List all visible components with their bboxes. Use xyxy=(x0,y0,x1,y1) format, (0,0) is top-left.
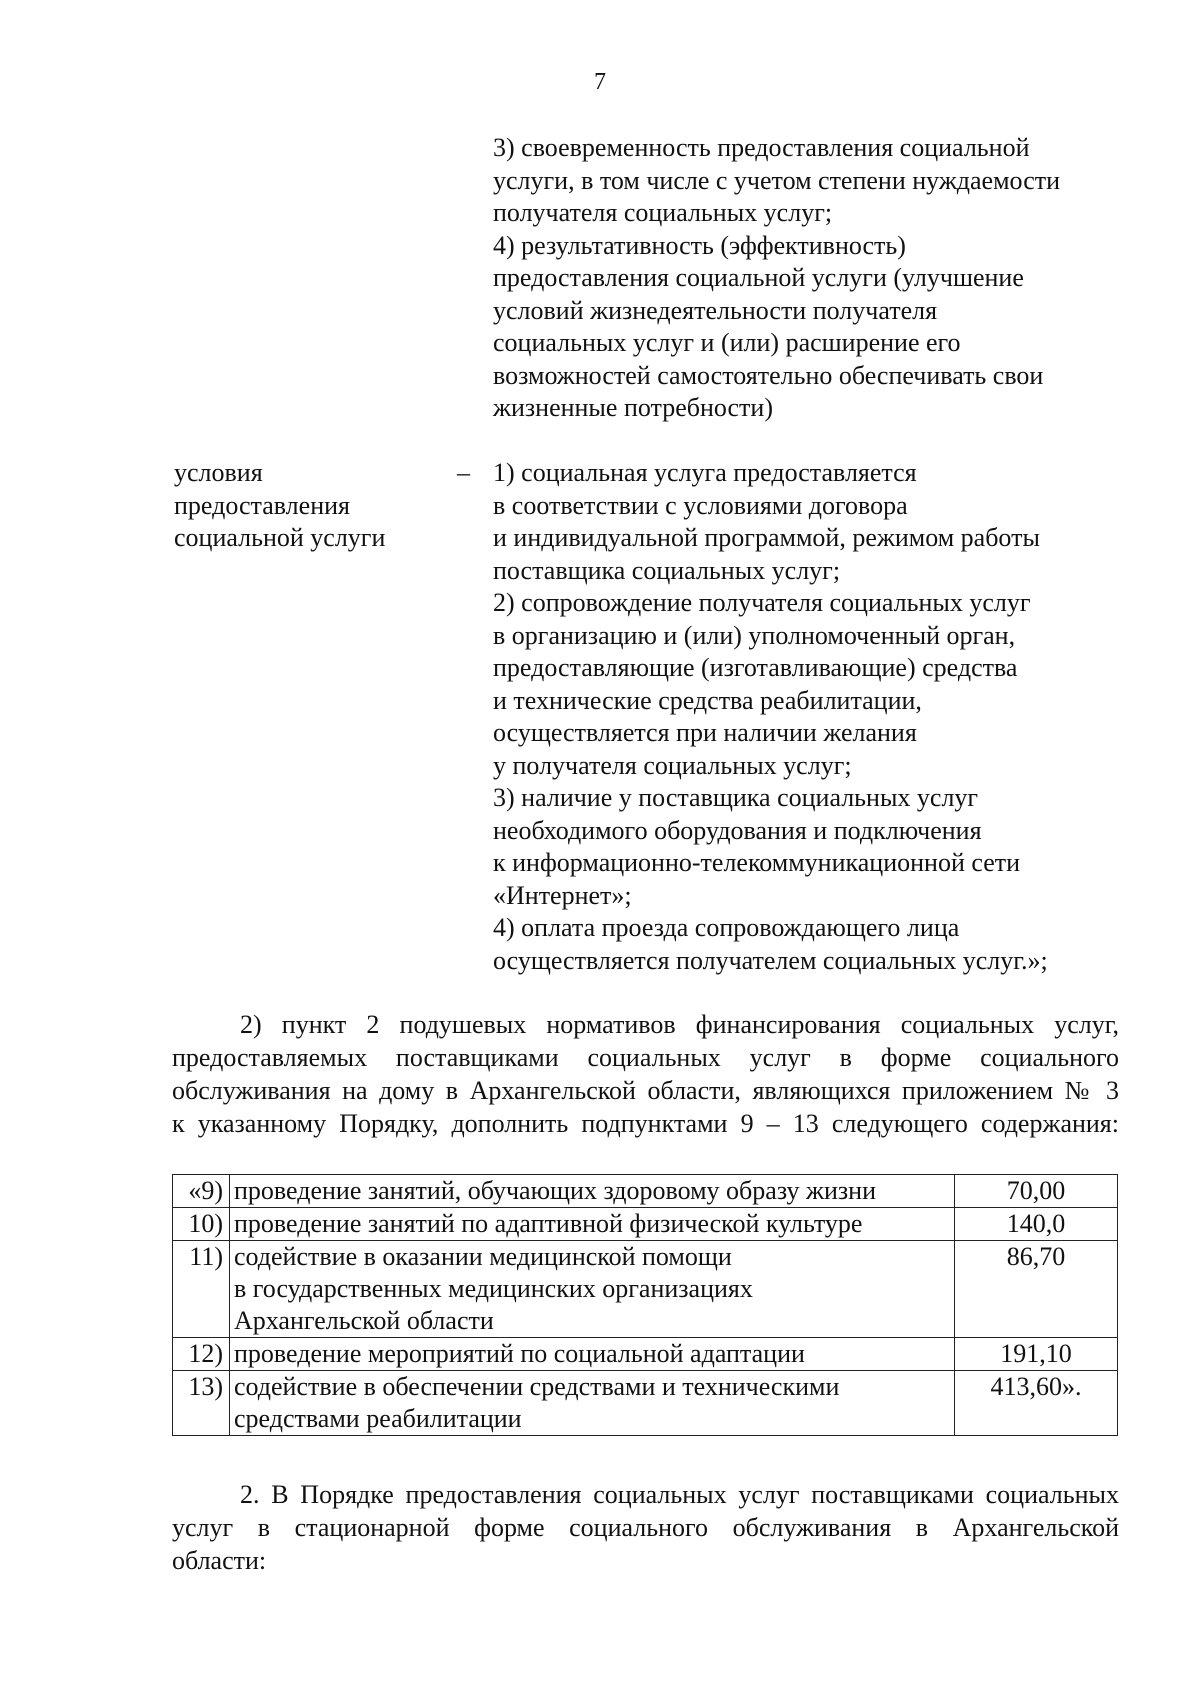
conditions-line: у получателя социальных услуг; xyxy=(493,751,852,780)
conditions-line: поставщика социальных услуг; xyxy=(493,556,841,585)
conditions-line: «Интернет»; xyxy=(493,881,632,910)
row-description xyxy=(230,1208,955,1241)
criteria-line: предоставления социальной услуги (улучшение xyxy=(493,263,1024,292)
section-line: области: xyxy=(172,1546,267,1575)
paragraph-line: предоставляемых поставщиками социальных услуг в форме социального xyxy=(172,1043,1119,1072)
conditions-dash: – xyxy=(457,458,470,487)
conditions-line: к информационно-телекоммуникационной сети xyxy=(493,848,1021,877)
table-row xyxy=(173,1371,1118,1436)
criteria-line: 4) результативность (эффективность) xyxy=(493,231,906,260)
table-row xyxy=(173,1175,1118,1208)
table-row xyxy=(173,1241,1118,1338)
conditions-line: в организацию и (или) уполномоченный орган, xyxy=(493,621,1016,650)
conditions-line: 2) сопровождение получателя социальных услуг xyxy=(493,588,1031,617)
paragraph-line: к указанному Порядку, дополнить подпунктами 9 – 13 следующего содержания: xyxy=(172,1109,1119,1138)
conditions-line: в соответствии с условиями договора xyxy=(493,491,908,520)
table-row xyxy=(173,1338,1118,1371)
conditions-label: предоставления xyxy=(174,491,350,520)
row-value: 191,10 xyxy=(955,1338,1118,1371)
row-description xyxy=(230,1338,955,1371)
conditions-line: 1) социальная услуга предоставляется xyxy=(493,458,917,487)
criteria-line: 3) своевременность предоставления социальной xyxy=(493,133,1030,162)
conditions-line: и технические средства реабилитации, xyxy=(493,686,922,715)
norms-table xyxy=(172,1174,1118,1436)
description-line: содействие в обеспечении средствами и техническими xyxy=(234,1372,840,1401)
section-line: услуг в стационарной форме социального обслуживания в Архангельской xyxy=(172,1513,1119,1542)
conditions-line: 4) оплата проезда сопровождающего лица xyxy=(493,913,960,942)
row-number: 10) xyxy=(173,1208,230,1241)
row-value: 413,60». xyxy=(955,1371,1118,1436)
description-line: содействие в оказании медицинской помощи xyxy=(234,1242,732,1271)
section-line: 2. В Порядке предоставления социальных услуг поставщиками социальных xyxy=(240,1480,1119,1509)
conditions-line: 3) наличие у поставщика социальных услуг xyxy=(493,783,979,812)
criteria-line: жизненные потребности) xyxy=(493,393,773,422)
description-line: Архангельской области xyxy=(234,1306,494,1335)
paragraph-line: обслуживания на дому в Архангельской области, являющихся приложением № 3 xyxy=(172,1076,1119,1105)
table-row xyxy=(173,1208,1118,1241)
criteria-line: услуги, в том числе с учетом степени нуждаемости xyxy=(493,166,1061,195)
row-value: 140,0 xyxy=(955,1208,1118,1241)
criteria-line: возможностей самостоятельно обеспечивать свои xyxy=(493,361,1044,390)
description-line: средствами реабилитации xyxy=(234,1404,522,1433)
row-number: 12) xyxy=(173,1338,230,1371)
row-value: 86,70 xyxy=(955,1241,1118,1338)
row-number: 11) xyxy=(173,1241,230,1338)
conditions-line: предоставляющие (изготавливающие) средства xyxy=(493,653,1018,682)
criteria-line: получателя социальных услуг; xyxy=(493,198,833,227)
description-line: проведение занятий, обучающих здоровому образу жизни xyxy=(234,1176,877,1205)
conditions-line: и индивидуальной программой, режимом работы xyxy=(493,523,1040,552)
paragraph-line: 2) пункт 2 подушевых нормативов финансирования социальных услуг, xyxy=(240,1010,1119,1039)
row-number: «9) xyxy=(173,1175,230,1208)
row-description xyxy=(230,1175,955,1208)
description-line: в государственных медицинских организациях xyxy=(234,1274,753,1303)
conditions-line: осуществляется при наличии желания xyxy=(493,718,917,747)
conditions-line: необходимого оборудования и подключения xyxy=(493,816,982,845)
criteria-line: условий жизнедеятельности получателя xyxy=(493,296,938,325)
description-line: проведение занятий по адаптивной физической культуре xyxy=(234,1209,863,1238)
conditions-line: осуществляется получателем социальных услуг.»; xyxy=(493,946,1048,975)
row-description xyxy=(230,1371,955,1436)
row-description xyxy=(230,1241,955,1338)
conditions-label: социальной услуги xyxy=(174,523,386,552)
description-line: проведение мероприятий по социальной адаптации xyxy=(234,1339,805,1368)
page-number: 7 xyxy=(594,69,606,95)
row-value: 70,00 xyxy=(955,1175,1118,1208)
criteria-line: социальных услуг и (или) расширение его xyxy=(493,328,961,357)
row-number: 13) xyxy=(173,1371,230,1436)
conditions-label: условия xyxy=(174,458,263,487)
